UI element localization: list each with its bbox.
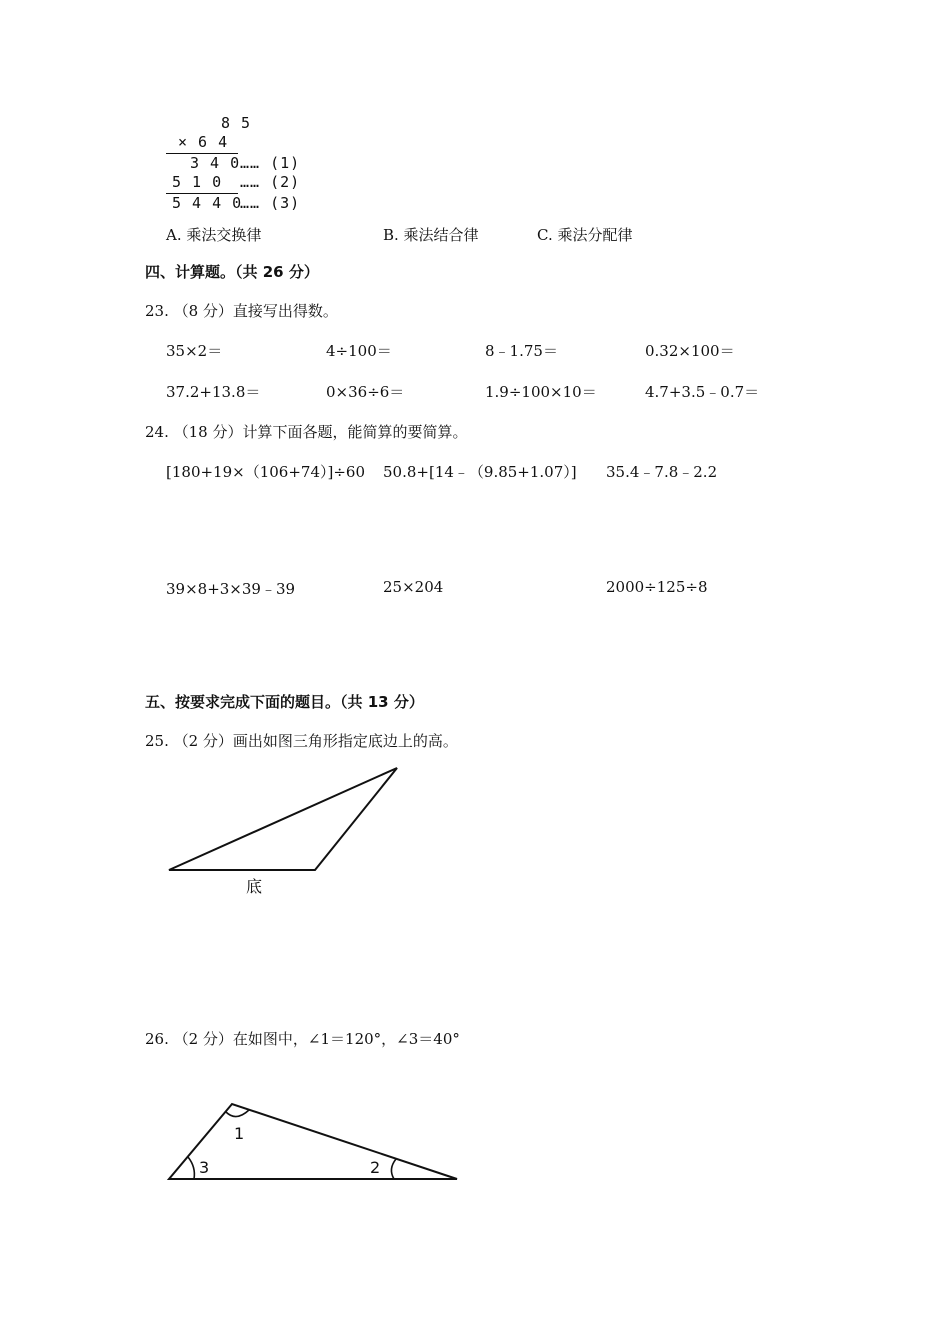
angle-1-arc <box>226 1110 249 1117</box>
mult-row-1: 8 5 <box>221 114 252 132</box>
q23-item: 1.9÷100×10＝ <box>485 383 597 401</box>
q23-item: 0.32×100＝ <box>645 342 735 360</box>
q25-prompt: 25. （2 分）画出如图三角形指定底边上的高。 <box>145 732 458 750</box>
q24-item: 25×204 <box>383 578 444 596</box>
q24-item: 50.8+[14﹣（9.85+1.07）] <box>383 463 577 481</box>
q23-prompt: 23. （8 分）直接写出得数。 <box>145 302 338 320</box>
section-4-title: 四、计算题。（共 26 分） <box>145 263 319 281</box>
angle-triangle <box>169 1104 457 1179</box>
mult-row-3-tag: …… (1) <box>240 154 301 172</box>
angle-3-label: 3 <box>199 1158 210 1177</box>
q26-prompt: 26. （2 分）在如图中，∠1＝120°，∠3＝40° <box>145 1030 460 1048</box>
mult-row-4-tag: …… (2) <box>240 173 301 191</box>
obtuse-triangle <box>169 768 397 870</box>
q24-item: 39×8+3×39﹣39 <box>166 580 296 598</box>
mult-row-5-tag: …… (3) <box>240 194 301 212</box>
q24-item: [180+19×（106+74）]÷60 <box>166 463 365 481</box>
q23-item: 37.2+13.8＝ <box>166 383 261 401</box>
q23-item: 0×36÷6＝ <box>326 383 405 401</box>
angle-1-label: 1 <box>234 1124 245 1143</box>
mult-row-3: 3 4 0 <box>190 154 241 172</box>
angle-3-arc <box>188 1157 194 1179</box>
mult-row-4: 5 1 0 <box>172 173 223 191</box>
q23-item: 4÷100＝ <box>326 342 392 360</box>
q24-item: 2000÷125÷8 <box>606 578 708 596</box>
option-c: C. 乘法分配律 <box>537 226 633 244</box>
q24-item: 35.4﹣7.8﹣2.2 <box>606 463 718 481</box>
mult-row-5: 5 4 4 0 <box>172 194 243 212</box>
option-b: B. 乘法结合律 <box>383 226 479 244</box>
q25-triangle-figure <box>160 760 410 900</box>
option-a: A. 乘法交换律 <box>166 226 262 244</box>
q26-triangle-figure <box>160 1095 470 1195</box>
q23-item: 4.7+3.5﹣0.7＝ <box>645 383 760 401</box>
q23-item: 8﹣1.75＝ <box>485 342 558 360</box>
q23-item: 35×2＝ <box>166 342 223 360</box>
base-label: 底 <box>246 877 263 896</box>
section-5-title: 五、按要求完成下面的题目。（共 13 分） <box>145 693 424 711</box>
q24-prompt: 24. （18 分）计算下面各题，能简算的要简算。 <box>145 423 468 441</box>
angle-2-label: 2 <box>370 1158 381 1177</box>
mult-row-2: × 6 4 <box>178 133 229 151</box>
angle-2-arc <box>391 1159 396 1179</box>
